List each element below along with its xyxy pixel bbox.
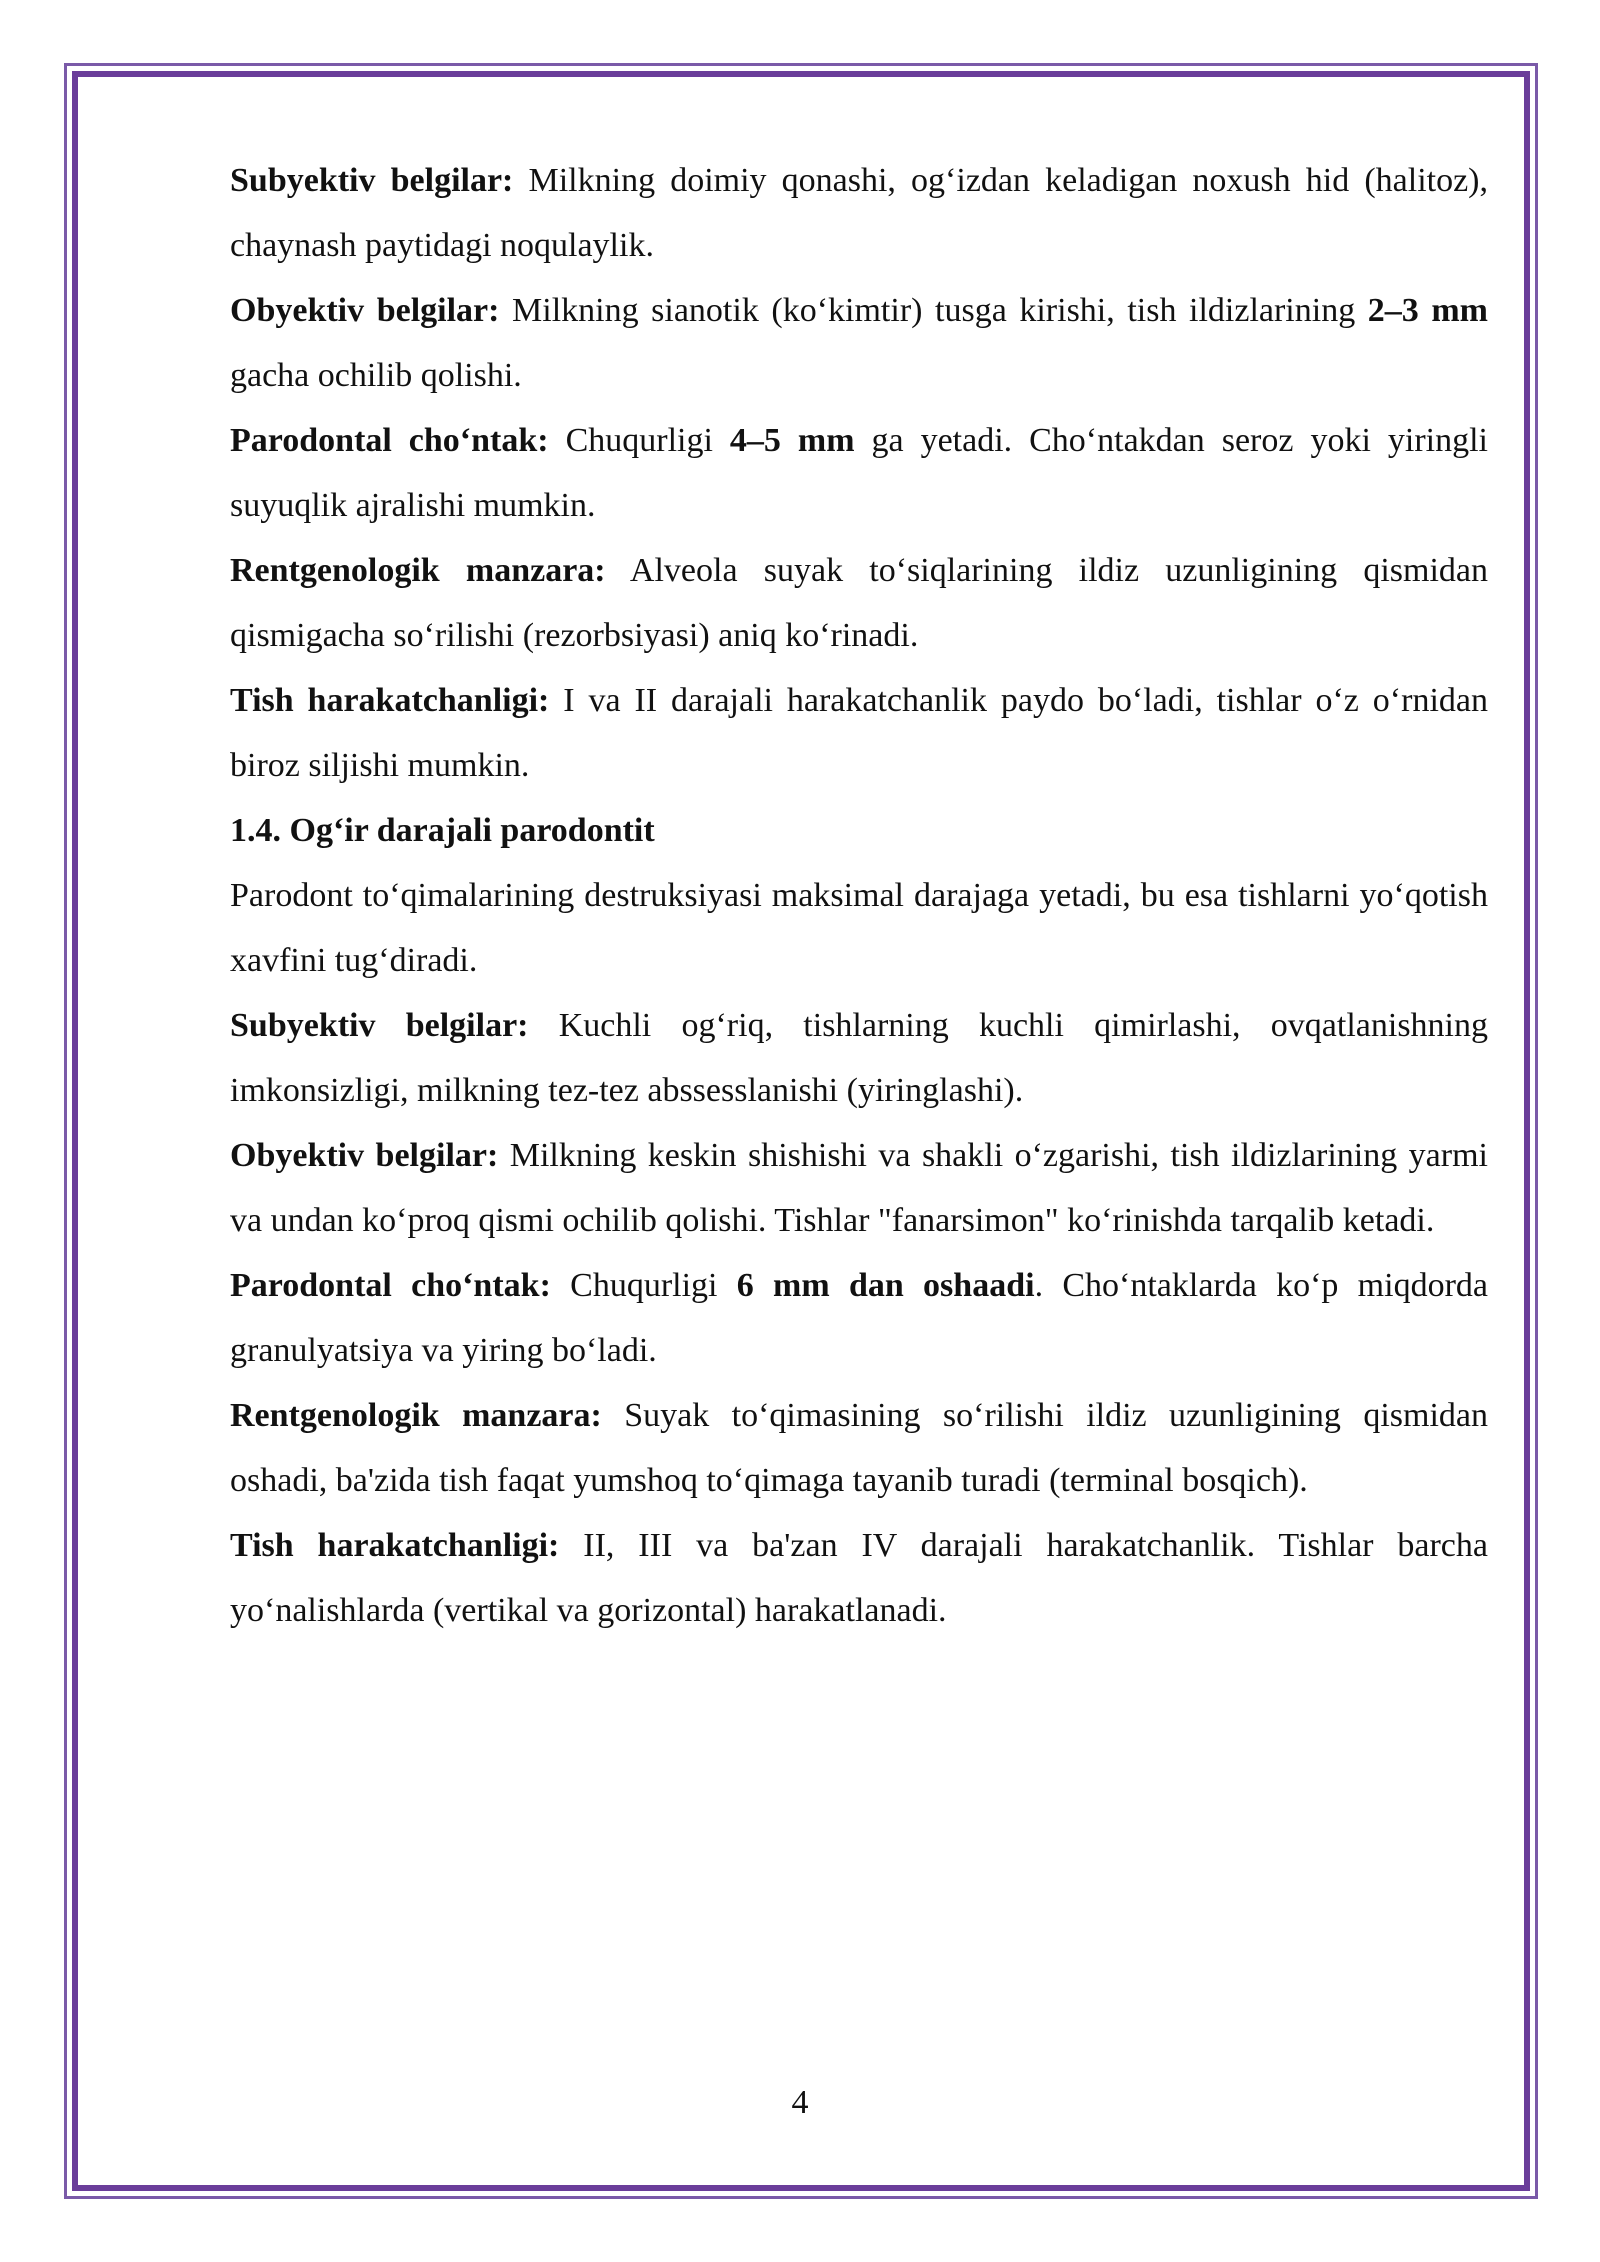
section-heading	[230, 798, 1488, 863]
paragraph-text: Parodont to‘qimalarining destruksiyasi maksimal darajaga yetadi, bu esa tishlarni yo‘qotish xavfini tug‘diradi.	[230, 877, 1488, 979]
emphasis-value: 6 mm dan oshaadi	[736, 1267, 1035, 1304]
paragraph-text: ga yetadi. Cho‘ntakdan seroz yoki yiringli suyuqlik ajralishi mumkin.	[230, 422, 1488, 524]
paragraph-chontak-2	[230, 1253, 1488, 1383]
term-label: Rentgenologik manzara:	[230, 1397, 602, 1434]
term-label: Tish harakatchanligi:	[230, 682, 550, 719]
paragraph-harakat-1	[230, 668, 1488, 798]
paragraph-text: Kuchli og‘riq, tishlarning kuchli qimirlashi, ovqatlanishning imkonsizligi, milkning tez-tez abssesslanishi (yiringlashi).	[230, 1007, 1488, 1109]
term-label: Parodontal cho‘ntak:	[230, 422, 549, 459]
paragraph-subyektiv-1	[230, 148, 1488, 278]
paragraph-text: gacha ochilib qolishi.	[230, 357, 522, 394]
paragraph-obyektiv-2	[230, 1123, 1488, 1253]
paragraph-text: . Cho‘ntaklarda ko‘p miqdorda granulyatsiya va yiring bo‘ladi.	[230, 1267, 1488, 1369]
term-label: Obyektiv belgilar:	[230, 292, 500, 329]
section-heading-text: 1.4. Og‘ir darajali parodontit	[230, 812, 655, 849]
paragraph-obyektiv-1	[230, 278, 1488, 408]
paragraph-text: Milkning sianotik (ko‘kimtir) tusga kirishi, tish ildizlarining	[499, 292, 1368, 329]
paragraph-text: I va II darajali harakatchanlik paydo bo‘ladi, tishlar o‘z o‘rnidan biroz siljishi mumkin.	[230, 682, 1488, 784]
emphasis-value: 4–5 mm	[729, 422, 855, 459]
term-label: Tish harakatchanligi:	[230, 1527, 560, 1564]
paragraph-text: Suyak to‘qimasining so‘rilishi ildiz uzunligining qismidan oshadi, ba'zida tish faqat yumshoq to‘qimaga tayanib turadi (terminal bosqich).	[230, 1397, 1488, 1499]
document-body	[230, 148, 1488, 1643]
paragraph-text: Milkning doimiy qonashi, og‘izdan keladigan noxush hid (halitoz), chaynash paytidagi noqulaylik.	[230, 162, 1488, 264]
page-number: 4	[791, 2084, 809, 2121]
paragraph-harakat-2	[230, 1513, 1488, 1643]
term-label: Parodontal cho‘ntak:	[230, 1267, 551, 1304]
term-label: Rentgenologik manzara:	[230, 552, 606, 589]
paragraph-text: Chuqurligi	[548, 422, 730, 459]
paragraph-chontak-1	[230, 408, 1488, 538]
paragraph-text: II, III va ba'zan IV darajali harakatchanlik. Tishlar barcha yo‘nalishlarda (vertikal va gorizontal) harakatlanadi.	[230, 1527, 1488, 1629]
emphasis-value: 2–3 mm	[1367, 292, 1488, 329]
paragraph-intro	[230, 863, 1488, 993]
paragraph-subyektiv-2	[230, 993, 1488, 1123]
paragraph-text: Milkning keskin shishishi va shakli o‘zgarishi, tish ildizlarining yarmi va undan ko‘proq qismi ochilib qolishi. Tishlar "fanarsimon" ko‘rinishda tarqalib ketadi.	[230, 1137, 1488, 1239]
term-label: Obyektiv belgilar:	[230, 1137, 499, 1174]
term-label: Subyektiv belgilar:	[230, 162, 514, 199]
paragraph-text: Chuqurligi	[550, 1267, 737, 1304]
paragraph-text: Alveola suyak to‘siqlarining ildiz uzunligining qismidan qismigacha so‘rilishi (rezorbsiyasi) aniq ko‘rinadi.	[230, 552, 1488, 654]
term-label: Subyektiv belgilar:	[230, 1007, 529, 1044]
paragraph-rentgen-2	[230, 1383, 1488, 1513]
paragraph-rentgen-1	[230, 538, 1488, 668]
